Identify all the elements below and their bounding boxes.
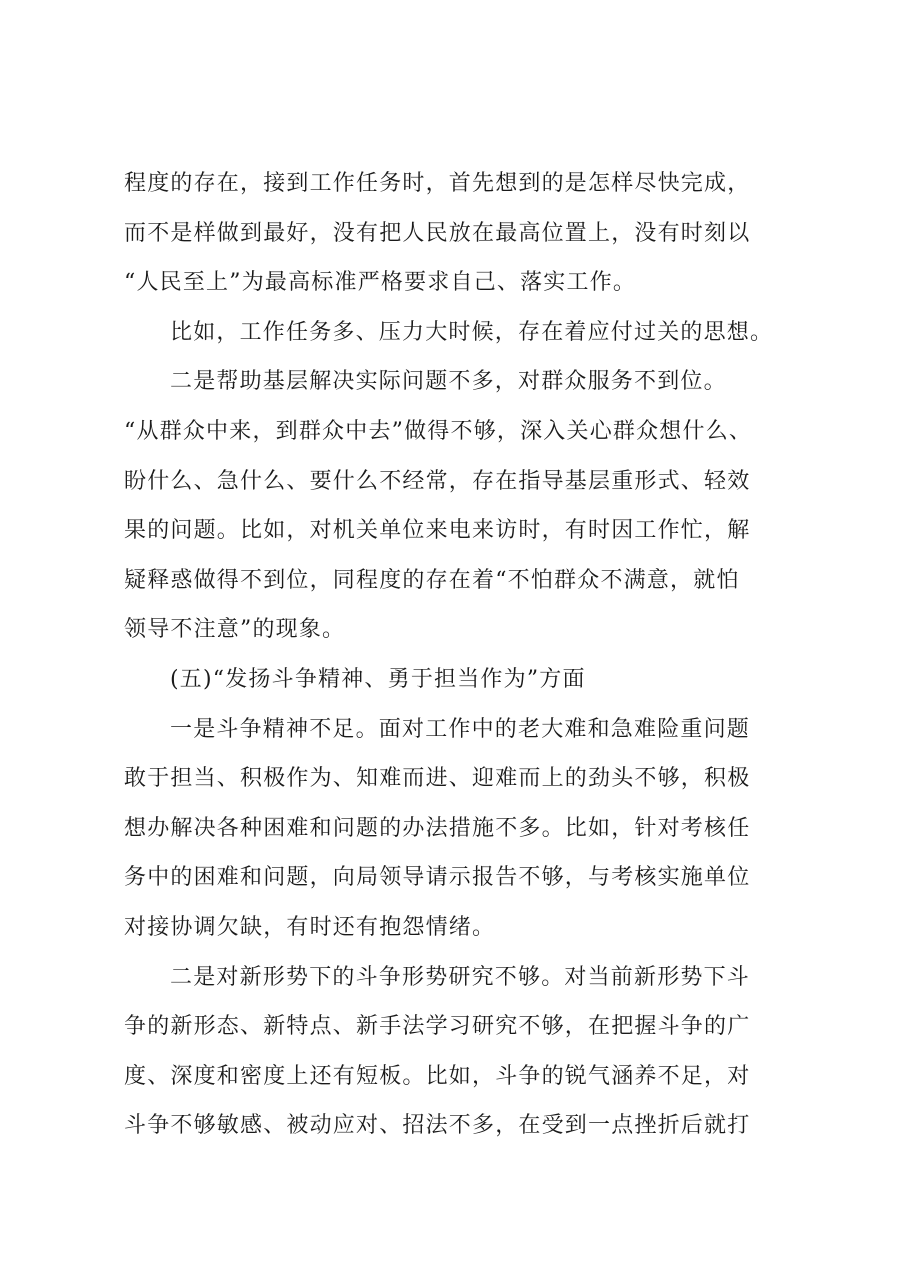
- text-line: 果的问题。比如，对机关单位来电来访时，有时因工作忙，解: [124, 518, 751, 543]
- paragraph-first-line: 比如，工作任务多、压力大时候，存在着应付过关的思想。: [170, 320, 774, 345]
- paragraph-first-line: 二是帮助基层解决实际问题不多，对群众服务不到位。: [170, 369, 727, 394]
- text-line: “从群众中来，到群众中去”做得不够，深入关心群众想什么、: [124, 419, 753, 444]
- text-line: 想办解决各种困难和问题的办法措施不多。比如，针对考核任: [124, 816, 751, 841]
- text-line: 盼什么、急什么、要什么不经常，存在指导基层重形式、轻效: [124, 469, 751, 494]
- text-line: 而不是样做到最好，没有把人民放在最高位置上，没有时刻以: [124, 221, 751, 246]
- text-line: 务中的困难和问题，向局领导请示报告不够，与考核实施单位: [124, 865, 751, 890]
- text-line: “人民至上”为最高标准严格要求自己、落实工作。: [124, 270, 637, 295]
- paragraph-first-line: 一是斗争精神不足。面对工作中的老大难和急难险重问题: [170, 717, 751, 742]
- text-line: 争的新形态、新特点、新手法学习研究不够，在把握斗争的广: [124, 1014, 751, 1039]
- text-line: 敢于担当、积极作为、知难而进、迎难而上的劲头不够，积极: [124, 766, 751, 791]
- text-line: 度、深度和密度上还有短板。比如，斗争的锐气涵养不足，对: [124, 1064, 751, 1089]
- text-line: 斗争不够敏感、被动应对、招法不多，在受到一点挫折后就打: [124, 1113, 751, 1138]
- text-line: 程度的存在，接到工作任务时，首先想到的是怎样尽快完成，: [124, 171, 751, 196]
- text-line: 领导不注意”的现象。: [124, 617, 346, 642]
- paragraph-first-line: 二是对新形势下的斗争形势研究不够。对当前新形势下斗: [170, 965, 751, 990]
- section-heading: (五)“发扬斗争精神、勇于担当作为”方面: [170, 667, 586, 692]
- text-line: 对接协调欠缺，有时还有抱怨情绪。: [124, 915, 496, 940]
- text-line: 疑释惑做得不到位，同程度的存在着“不怕群众不满意，就怕: [124, 568, 740, 593]
